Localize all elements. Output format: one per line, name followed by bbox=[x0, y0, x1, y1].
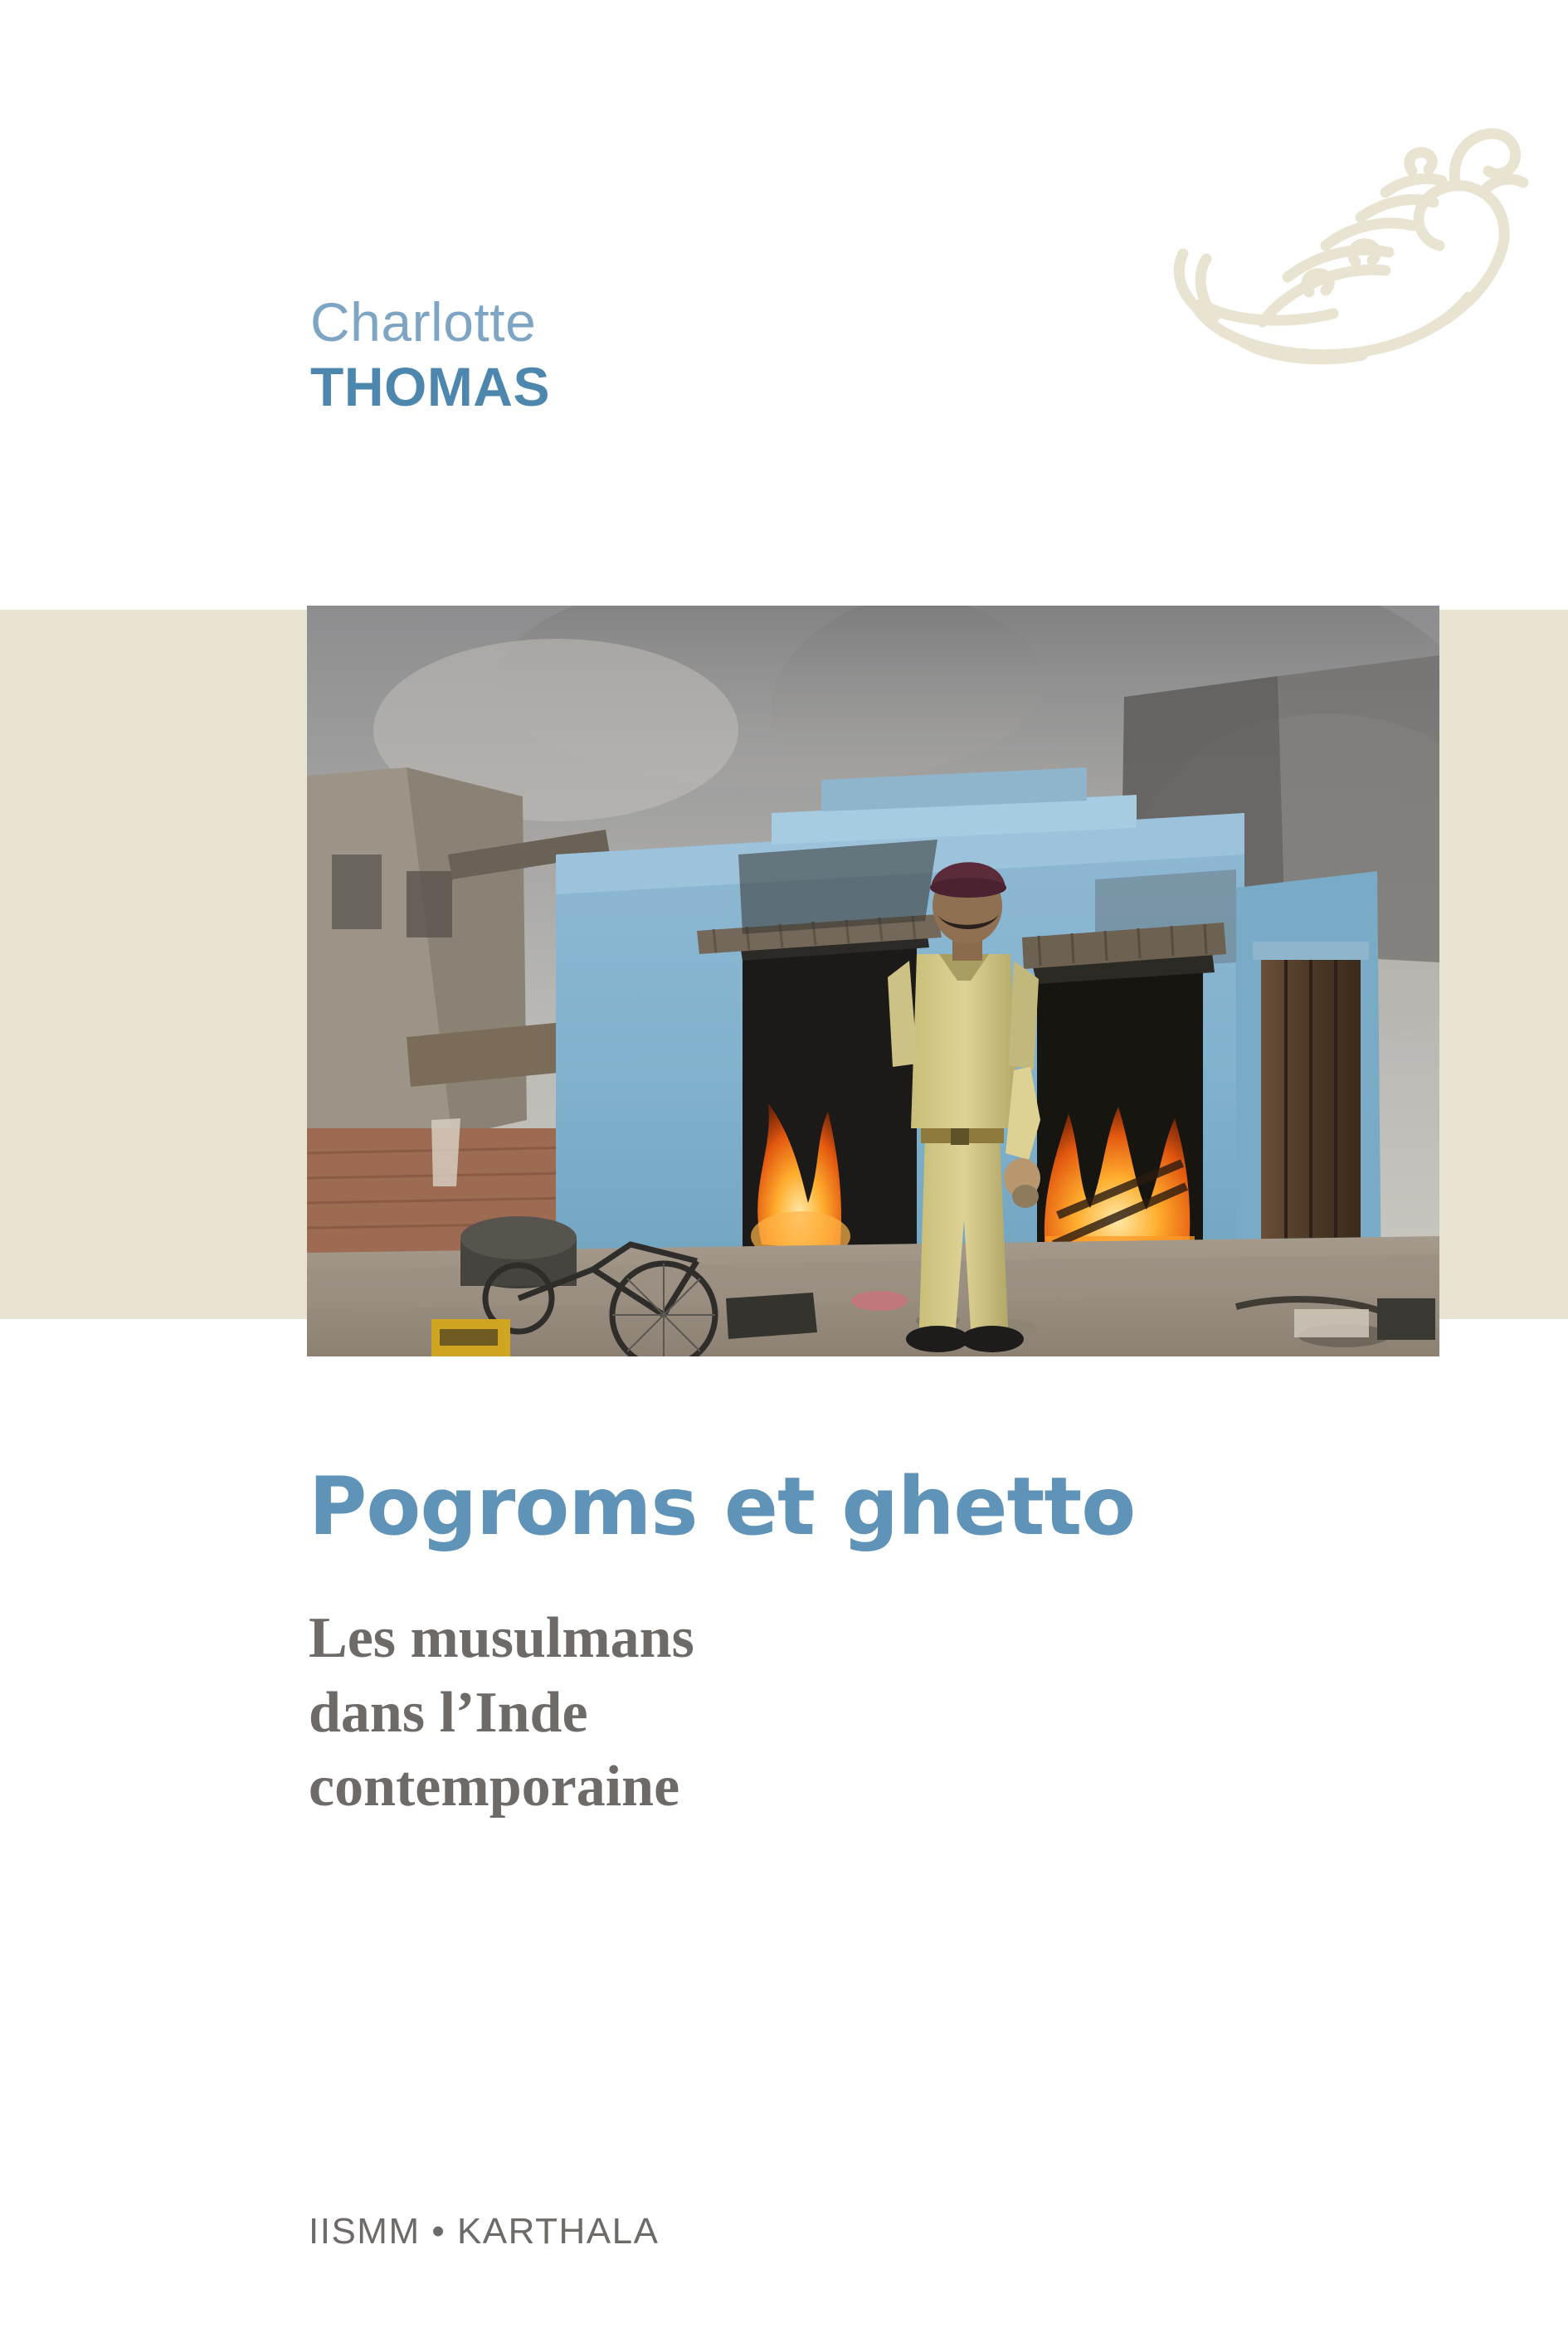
author-block bbox=[310, 291, 550, 417]
subtitle-line-1: Les musulmans bbox=[309, 1606, 694, 1670]
subtitle-line-3: contemporaine bbox=[309, 1755, 680, 1819]
author-first-name: Charlotte bbox=[310, 291, 537, 353]
subtitle-line-2: dans l’Inde bbox=[309, 1680, 588, 1745]
cover-photo bbox=[307, 606, 1439, 1356]
page-title: Pogroms et ghetto bbox=[309, 1460, 1136, 1553]
bird-calligraphy-logo bbox=[1163, 100, 1545, 373]
publisher-line: IISMM • KARTHALA bbox=[309, 2211, 660, 2252]
subtitle bbox=[309, 1601, 694, 1824]
author-last-name: THOMAS bbox=[310, 356, 550, 417]
